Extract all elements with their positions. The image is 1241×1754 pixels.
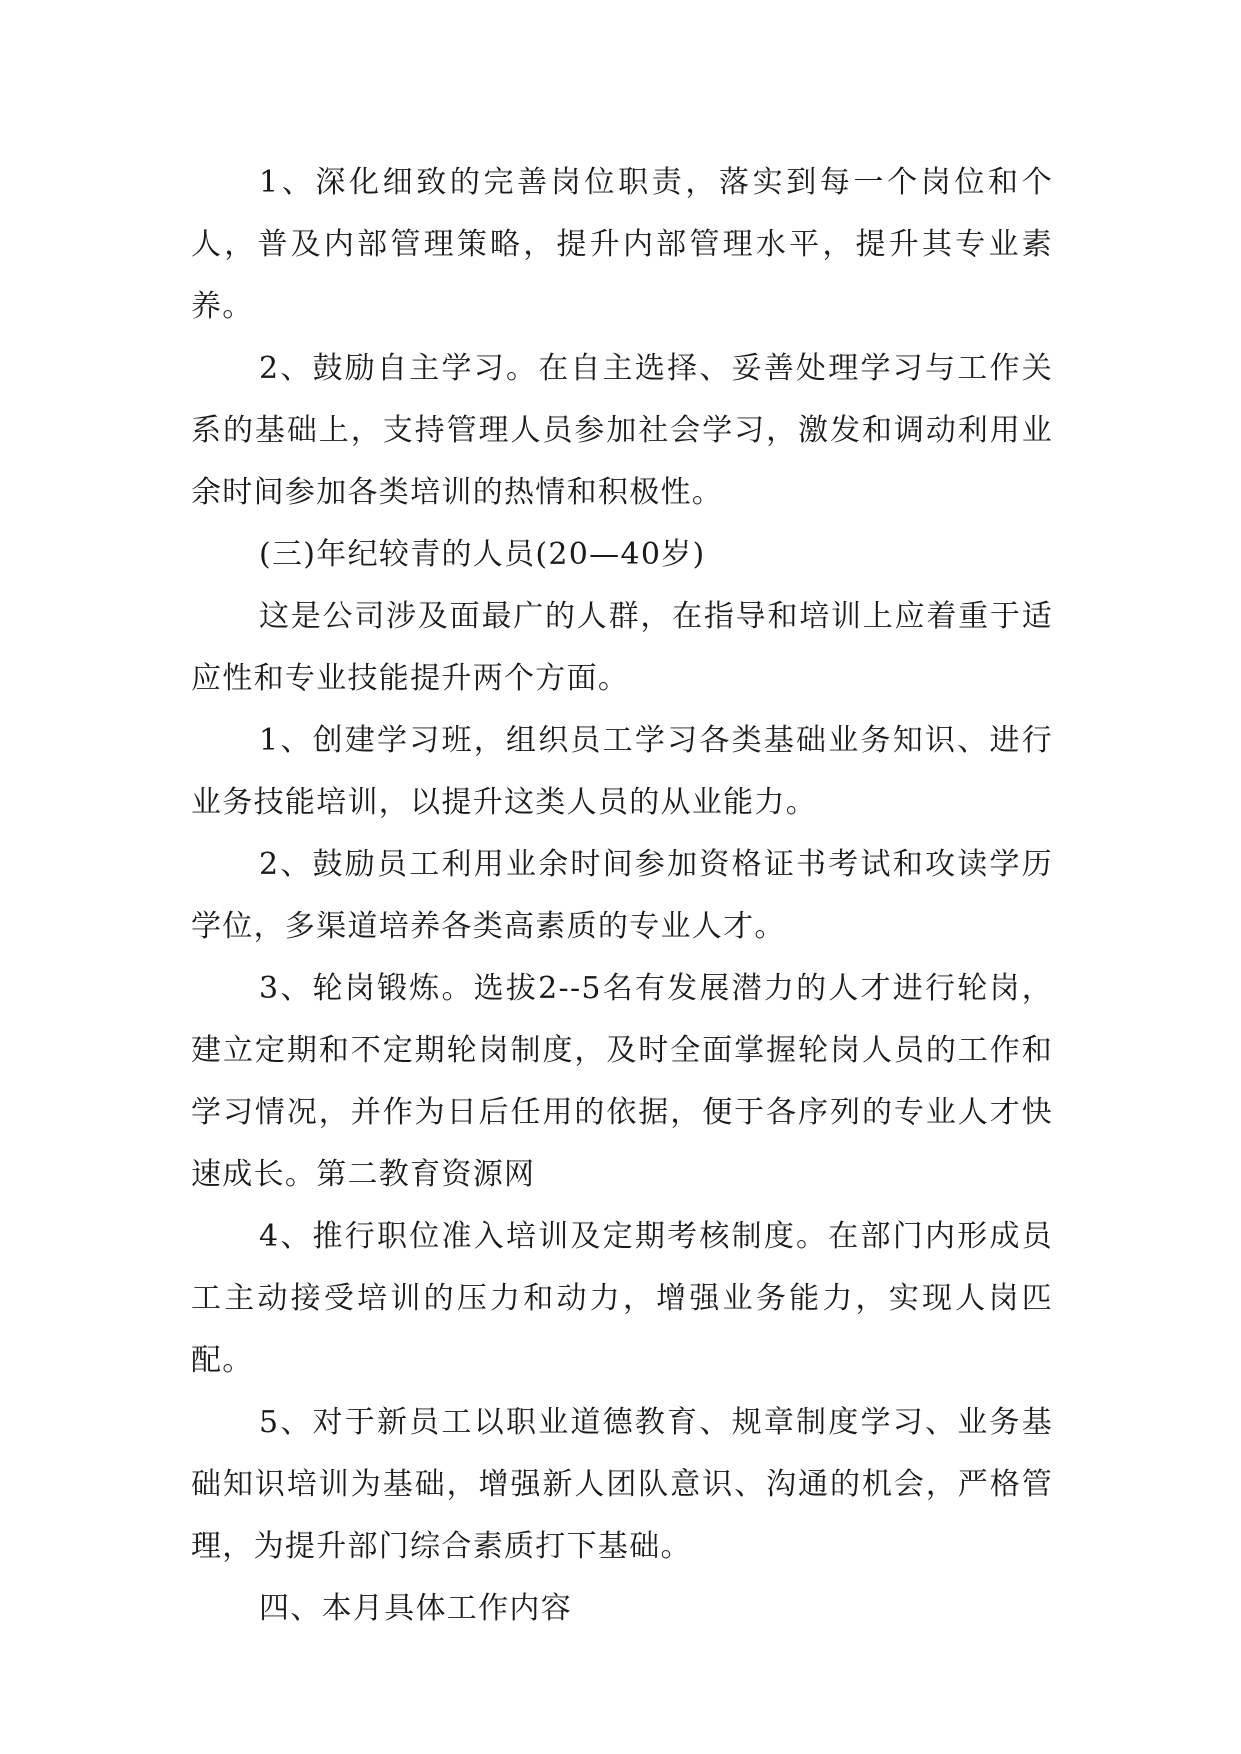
paragraph: 4、推行职位准入培训及定期考核制度。在部门内形成员工主动接受培训的压力和动力，增强业务能力，实现人岗匹配。 bbox=[191, 1219, 1053, 1378]
paragraph: 2、鼓励自主学习。在自主选择、妥善处理学习与工作关系的基础上，支持管理人员参加社会学习，激发和调动利用业余时间参加各类培训的热情和积极性。 bbox=[191, 351, 1053, 510]
document-body bbox=[191, 152, 1053, 1640]
paragraph: 2、鼓励员工利用业余时间参加资格证书考试和攻读学历学位，多渠道培养各类高素质的专业人才。 bbox=[191, 847, 1053, 944]
paragraph: 3、轮岗锻炼。选拔2--5名有发展潜力的人才进行轮岗，建立定期和不定期轮岗制度，及时全面掌握轮岗人员的工作和学习情况，并作为日后任用的依据，便于各序列的专业人才快速成长。第二教育资源网 bbox=[191, 971, 1053, 1192]
section-heading: 四、本月具体工作内容 bbox=[259, 1591, 572, 1626]
paragraph: 1、创建学习班，组织员工学习各类基础业务知识、进行业务技能培训，以提升这类人员的从业能力。 bbox=[191, 723, 1053, 820]
paragraph: 这是公司涉及面最广的人群，在指导和培训上应着重于适应性和专业技能提升两个方面。 bbox=[191, 599, 1053, 696]
section-heading: (三)年纪较青的人员(20—40岁) bbox=[259, 537, 706, 572]
paragraph: 1、深化细致的完善岗位职责，落实到每一个岗位和个人，普及内部管理策略，提升内部管理水平，提升其专业素养。 bbox=[191, 165, 1053, 324]
paragraph: 5、对于新员工以职业道德教育、规章制度学习、业务基础知识培训为基础，增强新人团队意识、沟通的机会，严格管理，为提升部门综合素质打下基础。 bbox=[191, 1405, 1053, 1564]
